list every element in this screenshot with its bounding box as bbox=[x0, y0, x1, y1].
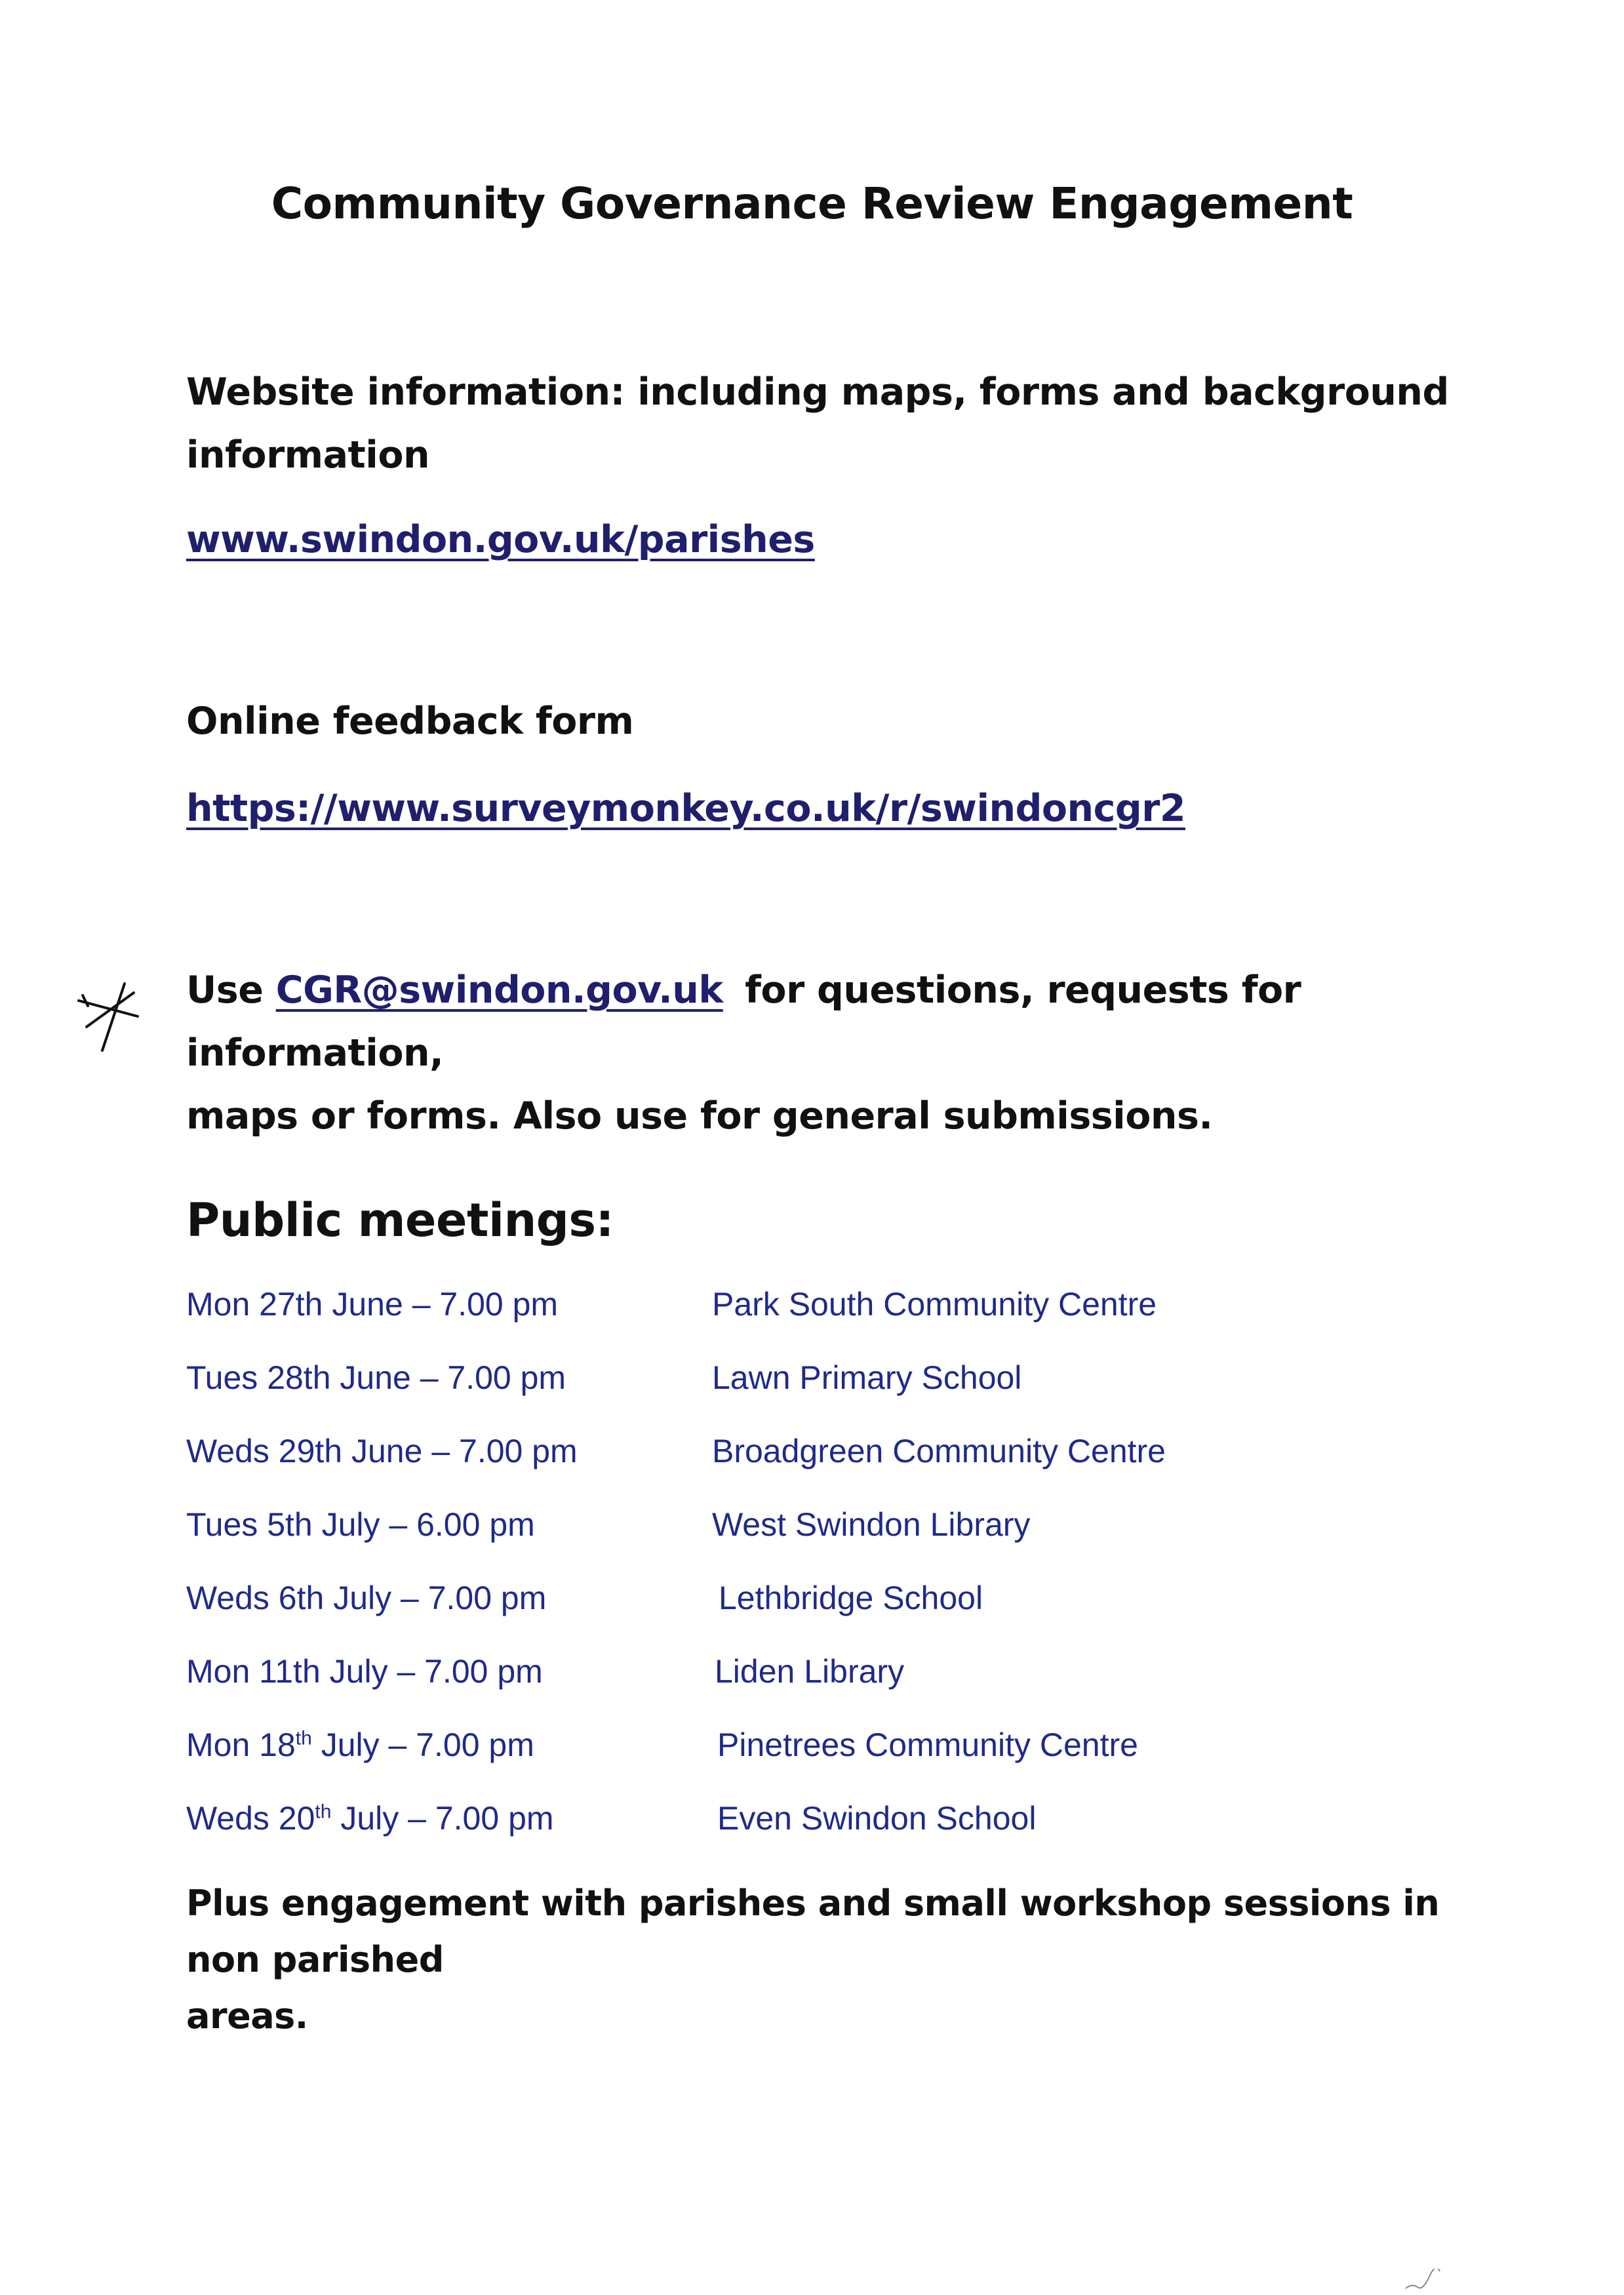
website-info-heading bbox=[186, 361, 1471, 487]
meeting-date-time: Weds 20th July – 7.00 pm bbox=[186, 1800, 554, 1837]
feedback-url-link[interactable]: https://www.surveymonkey.co.uk/r/swindoncgr2 bbox=[186, 787, 1185, 830]
meeting-row bbox=[186, 1432, 1366, 1506]
footer-line1: Plus engagement with parishes and small workshop sessions in non parished bbox=[186, 1883, 1440, 1980]
meeting-row bbox=[186, 1799, 1366, 1873]
meeting-venue: Lethbridge School bbox=[719, 1580, 983, 1616]
meeting-date-time: Mon 11th July – 7.00 pm bbox=[186, 1653, 543, 1690]
contact-prefix: Use bbox=[186, 968, 264, 1012]
page-title: Community Governance Review Engagement bbox=[271, 178, 1353, 229]
feedback-heading: Online feedback form bbox=[186, 700, 634, 743]
website-url-block bbox=[186, 518, 815, 561]
public-meetings-heading: Public meetings: bbox=[186, 1193, 614, 1247]
meeting-venue: Park South Community Centre bbox=[712, 1286, 1157, 1323]
website-url-link[interactable]: www.swindon.gov.uk/parishes bbox=[186, 518, 815, 561]
contact-suffix: for questions, requests for information, bbox=[186, 968, 1301, 1075]
meeting-row bbox=[186, 1359, 1366, 1432]
meeting-venue: Lawn Primary School bbox=[712, 1359, 1022, 1396]
meeting-row bbox=[186, 1652, 1366, 1726]
meeting-row bbox=[186, 1285, 1366, 1359]
meeting-row bbox=[186, 1726, 1366, 1799]
meeting-venue: Liden Library bbox=[715, 1653, 905, 1690]
feedback-url-block bbox=[186, 787, 1185, 830]
footer-line2: areas. bbox=[186, 1995, 308, 2037]
meeting-row bbox=[186, 1579, 1366, 1652]
contact-paragraph bbox=[186, 959, 1471, 1148]
meeting-date-time: Mon 18th July – 7.00 pm bbox=[186, 1726, 534, 1763]
meeting-venue: Broadgreen Community Centre bbox=[712, 1433, 1166, 1469]
scan-mark-icon bbox=[1403, 2269, 1442, 2292]
meeting-date-time: Mon 27th June – 7.00 pm bbox=[186, 1286, 559, 1323]
meeting-venue: West Swindon Library bbox=[712, 1506, 1031, 1543]
meeting-date-time: Tues 5th July – 6.00 pm bbox=[186, 1506, 535, 1543]
meeting-venue: Pinetrees Community Centre bbox=[717, 1726, 1138, 1763]
website-info-heading-line1: Website information: including maps, forms and background bbox=[186, 370, 1449, 414]
meeting-date-time: Weds 6th July – 7.00 pm bbox=[186, 1580, 547, 1616]
handwritten-asterisk-icon bbox=[73, 969, 146, 1054]
meeting-row bbox=[186, 1506, 1366, 1579]
contact-line1 bbox=[186, 959, 1471, 1085]
meeting-date-time: Tues 28th June – 7.00 pm bbox=[186, 1359, 566, 1396]
footer-note bbox=[186, 1875, 1471, 2045]
contact-email-link[interactable]: CGR@swindon.gov.uk bbox=[275, 968, 723, 1012]
meeting-venue: Even Swindon School bbox=[717, 1800, 1037, 1837]
contact-line2: maps or forms. Also use for general submissions. bbox=[186, 1094, 1213, 1138]
meeting-date-time: Weds 29th June – 7.00 pm bbox=[186, 1433, 578, 1469]
website-info-heading-line2: information bbox=[186, 433, 430, 477]
meetings-table bbox=[186, 1285, 1366, 1873]
